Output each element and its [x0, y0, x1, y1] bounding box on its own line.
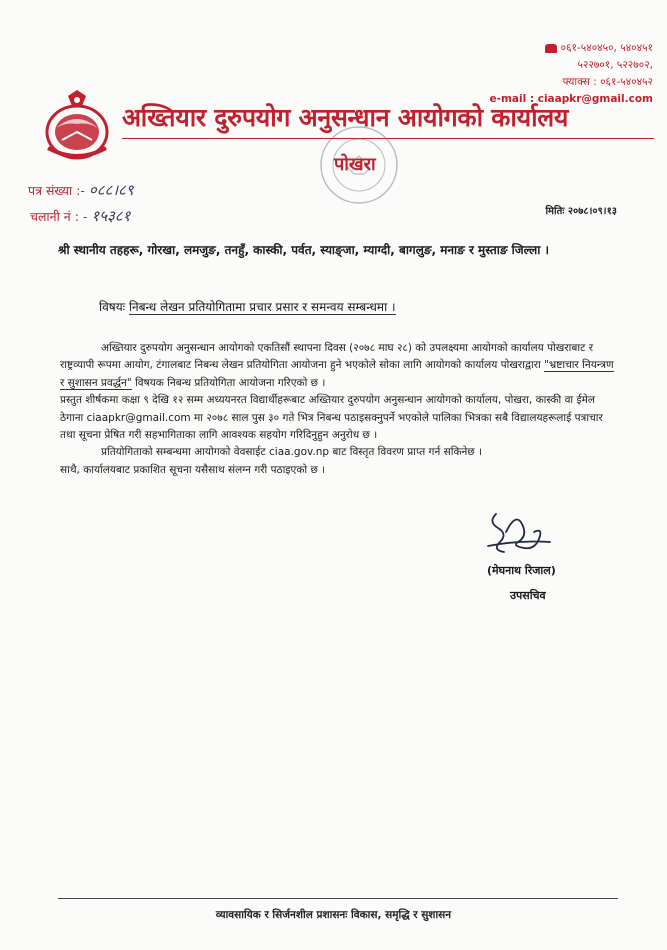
body-paragraph-1: अख्तियार दुरुपयोग अनुसन्धान आयोगको एकतिसौं स्थापना दिवस (२०७८ माघ २८) को उपलक्ष्यमा आयोगको कार्यालय पोखराबाट र राष्ट्रव्यापी रूपमा आयोग, टंगालबाट निबन्ध लेखन प्रतियोगिता आयोजना हुने भएकोले सोका लागि आयोगको कार्यालय पोखराद्वारा "भ्रष्टाचार नियन्त्रण र सुशासन प्रवर्द्धन" विषयक निबन्ध प्रतियोगिता आयोजना गरिएको छ । [60, 342, 614, 389]
nepal-emblem-icon [38, 88, 116, 162]
letter-body [60, 340, 620, 479]
addressee: श्री स्थानीय तहहरू, गोरखा, लमजुङ, तनहुँ, कास्की, पर्वत, स्याङ्जा, म्याग्दी, बागलुङ, मनाङ र मुस्ताङ जिल्ला । [58, 243, 550, 257]
footer-slogan: व्यावसायिक र सिर्जनशील प्रशासनः विकास, समृद्धि र सुशासन [215, 909, 452, 921]
chalani-number: चलानी नं : - १५३८१ [30, 207, 131, 225]
phone-icon [545, 44, 557, 53]
body-paragraph-4: साथै, कार्यालयबाट प्रकाशित सूचना यसैसाथ संलग्न गरी पठाइएको छ । [60, 463, 326, 476]
phone-line-2: ५२२७०१, ५२२७०२, [577, 59, 653, 71]
signatory-designation: उपसचिव [510, 589, 546, 602]
letter-date: मितिः २०७८।०९।१३ [545, 206, 617, 217]
footer-divider [58, 898, 618, 899]
office-name: अख्तियार दुरुपयोग अनुसन्धान आयोगको कार्यालय [122, 103, 569, 132]
body-paragraph-3: प्रतियोगिताको सम्बन्धमा आयोगको वेवसाईट ciaa.gov.np बाट विस्तृत विवरण प्राप्त गर्न सकिनेछ । [101, 446, 483, 459]
body-paragraph-2: प्रस्तुत शीर्षकमा कक्षा ९ देखि १२ सम्म अध्ययनरत विद्यार्थीहरूबाट अख्तियार दुरुपयोग अनुसन्धान आयोगको कार्यालय, पोखरा, कास्की वा ईमेल ठेगाना ciaapkr@gmail.com मा २०७८ साल पुस ३० गते भित्र निबन्ध पठाइसक्नुपर्ने भएकोले पालिका भित्रका सबै विद्यालयहरूलाई पत्राचार तथा सूचना प्रेषित गरी सहभागिताका लागि आवश्यक सहयोग गरिदिनुहुन अनुरोध छ । [60, 394, 603, 442]
contact-block [490, 40, 654, 108]
fax-line: फ्याक्स : ०६१-५४०४५२ [562, 76, 653, 88]
signature-scribble [478, 502, 558, 560]
email-line: e-mail : ciaapkr@gmail.com [489, 93, 653, 105]
subject-line [99, 298, 396, 315]
chalani-number-value: १५३८१ [91, 207, 131, 225]
patra-sankhya: पत्र संख्या :- ०८८।८९ [28, 181, 134, 199]
subject-text: निबन्ध लेखन प्रतियोगितामा प्रचार प्रसार र समन्वय सम्बन्धमा । [128, 300, 396, 314]
phone-line-1: ०६१-५४०४५०, ५४०४५१ [490, 40, 654, 57]
essay-topic: "भ्रष्टाचार नियन्त्रण र सुशासन प्रवर्द्धन" [60, 359, 614, 389]
signatory-name: (मेघनाथ रिजाल) [487, 564, 556, 577]
office-city: पोखरा [334, 154, 376, 175]
patra-sankhya-value: ०८८।८९ [88, 181, 134, 199]
subject-label: विषयः [99, 300, 126, 314]
